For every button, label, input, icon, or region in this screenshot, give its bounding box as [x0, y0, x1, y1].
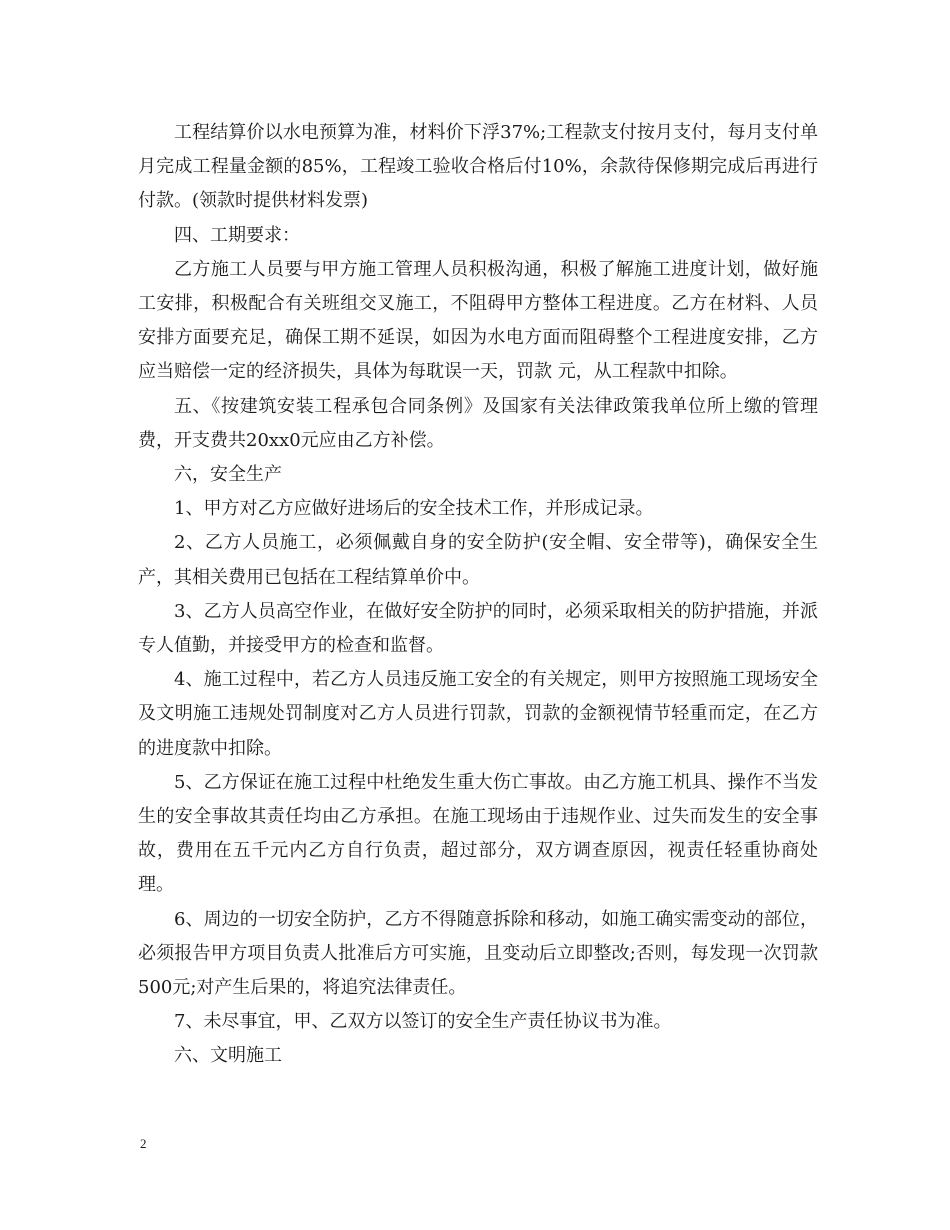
- paragraph-safety-item-5: 5、乙方保证在施工过程中杜绝发生重大伤亡事故。由乙方施工机具、操作不当发生的安全事故其责任均由乙方承担。在施工现场由于违规作业、过失而发生的安全事故，费用在五千元内乙方自行负责，超过部分，双方调查原因，视责任轻重协商处理。: [138, 771, 818, 896]
- paragraph-safety-item-4: 4、施工过程中，若乙方人员违反施工安全的有关规定，则甲方按照施工现场安全及文明施工违规处罚制度对乙方人员进行罚款，罚款的金额视情节轻重而定，在乙方的进度款中扣除。: [138, 669, 818, 759]
- paragraph-settlement-terms: 工程结算价以水电预算为准，材料价下浮37%;工程款支付按月支付，每月支付单月完成工程量金额的85%，工程竣工验收合格后付10%，余款待保修期完成后再进行付款。(领款时提供材料发票): [138, 122, 818, 212]
- paragraph-safety-item-2: 2、乙方人员施工，必须佩戴自身的安全防护(安全帽、安全带等)，确保安全生产，其相关费用已包括在工程结算单价中。: [138, 532, 818, 588]
- paragraph-schedule-requirements: 乙方施工人员要与甲方施工管理人员积极沟通，积极了解施工进度计划，做好施工安排，积极配合有关班组交叉施工，不阻碍甲方整体工程进度。乙方在材料、人员安排方面要充足，确保工期不延误，如因为水电方面而阻碍整个工程进度安排，乙方应当赔偿一定的经济损失，具体为每耽误一天，罚款 元，从工程款中扣除。: [138, 258, 818, 383]
- paragraph-safety-item-6: 6、周边的一切安全防护，乙方不得随意拆除和移动，如施工确实需变动的部位，必须报告甲方项目负责人批准后方可实施，且变动后立即整改;否则，每发现一次罚款500元;对产生后果的，将追究法律责任。: [138, 908, 818, 999]
- paragraph-management-fee: 五、《按建筑安装工程承包合同条例》及国家有关法律政策我单位所上缴的管理费，开支费共20xx0元应由乙方补偿。: [138, 395, 818, 451]
- paragraph-safety-item-3: 3、乙方人员高空作业，在做好安全防护的同时，必须采取相关的防护措施，并派专人值勤，并接受甲方的检查和监督。: [138, 600, 818, 657]
- section-heading-civilized-construction: 六、文明施工: [174, 1045, 282, 1067]
- paragraph-safety-item-1: 1、甲方对乙方应做好进场后的安全技术工作，并形成记录。: [174, 498, 654, 520]
- paragraph-safety-item-7: 7、未尽事宜，甲、乙双方以签订的安全生产责任协议书为准。: [174, 1011, 672, 1033]
- page-number: 2: [140, 1136, 147, 1151]
- document-body: [138, 116, 818, 1074]
- section-heading-safety: 六，安全生产: [174, 464, 282, 486]
- section-heading-schedule: 四、工期要求：: [174, 224, 300, 246]
